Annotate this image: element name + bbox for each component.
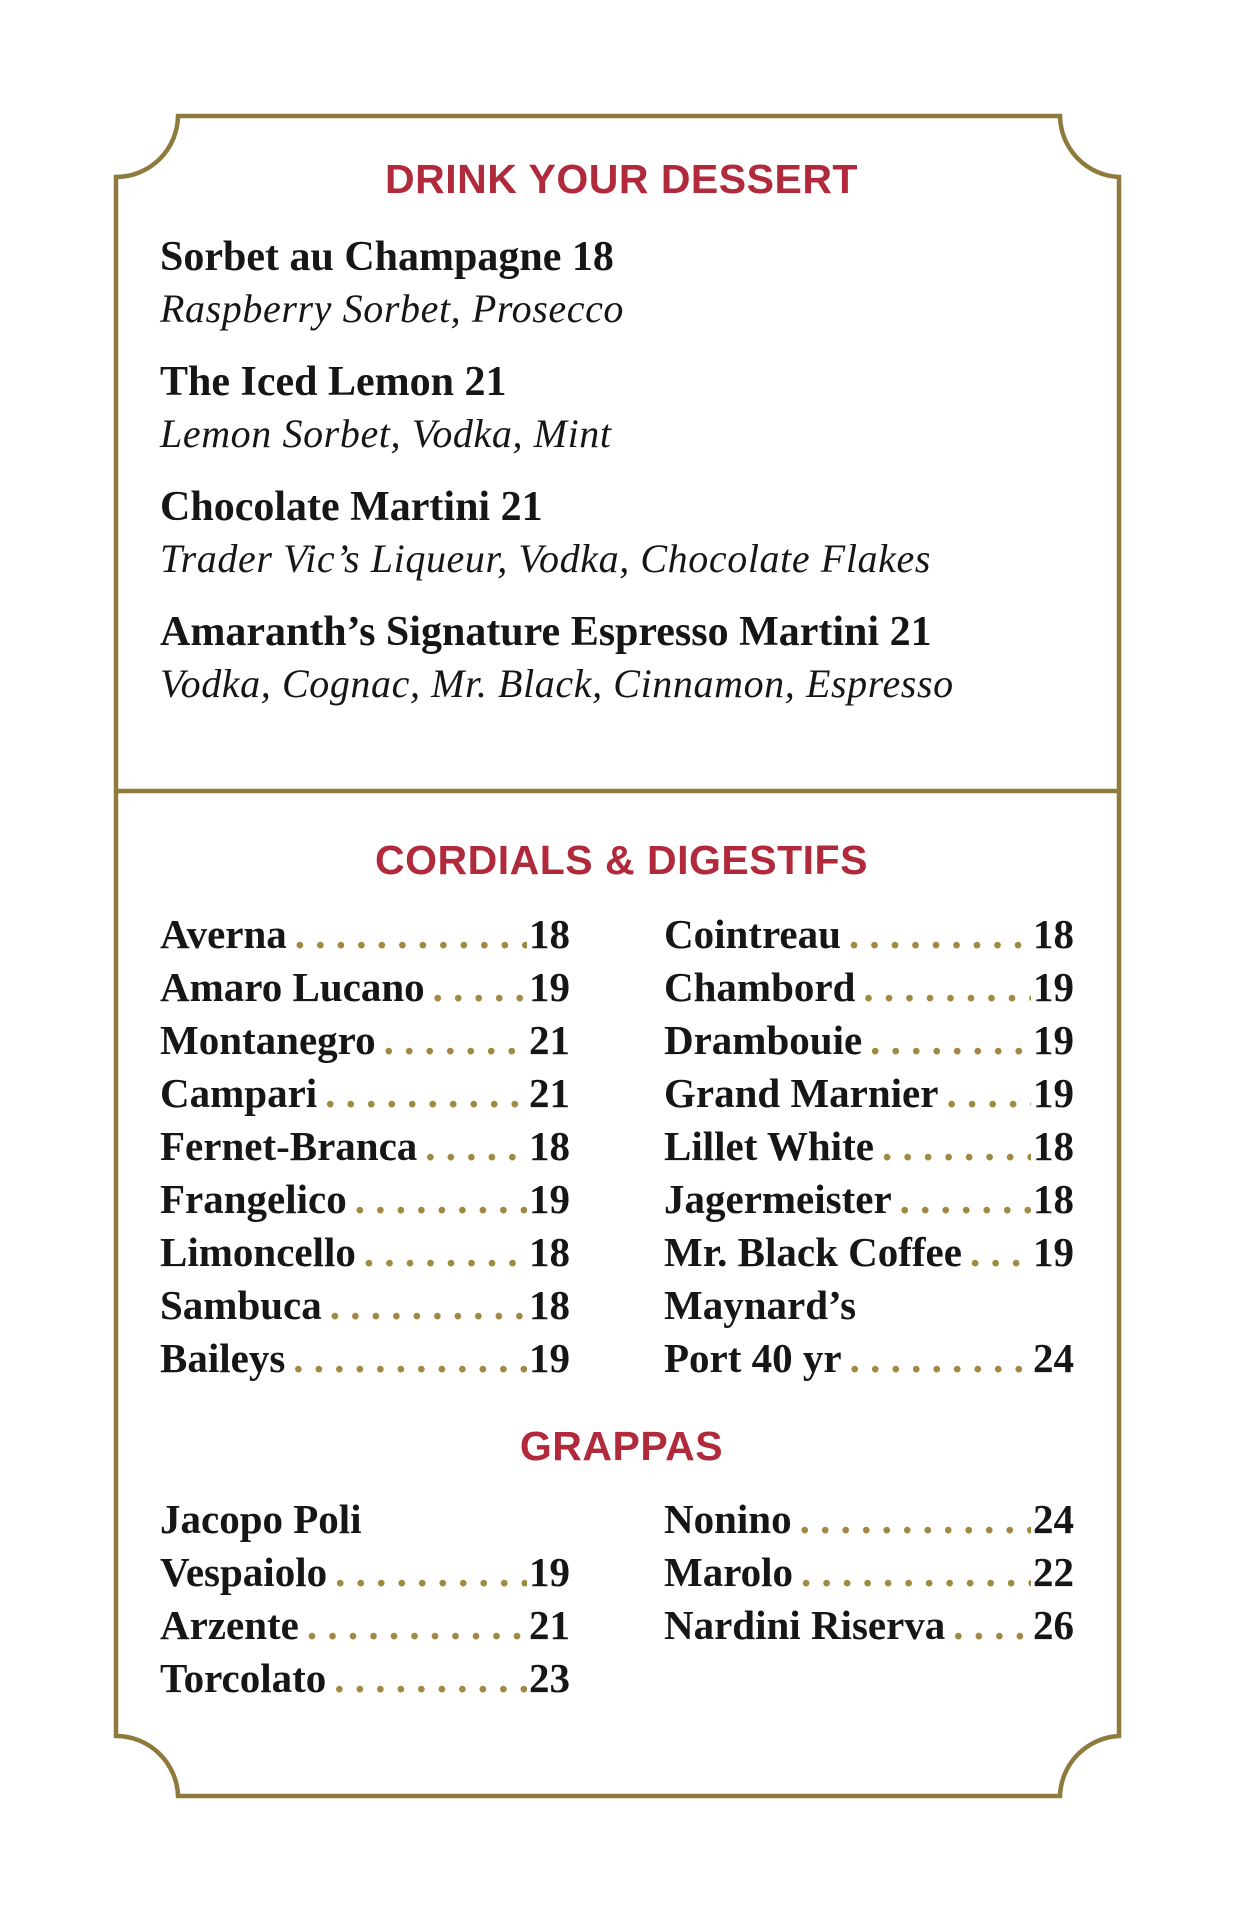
item-name: Frangelico <box>160 1176 347 1222</box>
dessert-item <box>160 357 1100 459</box>
menu-row <box>160 1652 570 1705</box>
menu-row <box>160 908 570 961</box>
menu-row <box>160 1226 570 1279</box>
leader-dots <box>792 1493 1031 1546</box>
item-name: Nonino <box>664 1496 792 1542</box>
leader-dots <box>962 1226 1031 1279</box>
item-price: 26 <box>1033 1602 1074 1648</box>
cordials-right-column <box>664 908 1074 1385</box>
item-name: Port 40 yr <box>664 1335 842 1381</box>
leader-dots <box>299 1599 527 1652</box>
leader-dots <box>425 961 527 1014</box>
dessert-item <box>160 482 1100 584</box>
item-name: Maynard’s <box>664 1282 857 1328</box>
item-price: 19 <box>1033 964 1074 1010</box>
dessert-name: Chocolate Martini 21 <box>160 484 543 530</box>
leader-dots <box>322 1279 527 1332</box>
leader-dots <box>356 1226 527 1279</box>
item-name: Marolo <box>664 1549 794 1595</box>
item-price: 19 <box>1033 1070 1074 1116</box>
item-name: Campari <box>160 1070 318 1116</box>
grappas-right-column <box>664 1493 1074 1652</box>
dessert-description: Vodka, Cognac, Mr. Black, Cinnamon, Espresso <box>160 661 954 706</box>
dessert-description: Lemon Sorbet, Vodka, Mint <box>160 411 612 456</box>
item-name: Fernet-Branca <box>160 1123 418 1169</box>
menu-row <box>664 961 1074 1014</box>
item-name: Grand Marnier <box>664 1070 939 1116</box>
menu-row <box>664 1332 1074 1385</box>
leader-dots <box>841 908 1031 961</box>
item-name: Sambuca <box>160 1282 322 1328</box>
item-name: Cointreau <box>664 911 841 957</box>
item-price: 19 <box>529 1335 570 1381</box>
item-price: 21 <box>529 1017 570 1063</box>
item-price: 21 <box>529 1070 570 1116</box>
cordials-left-column <box>160 908 570 1385</box>
item-price: 24 <box>1033 1496 1074 1542</box>
item-price: 22 <box>1033 1549 1074 1595</box>
item-name: Averna <box>160 911 287 957</box>
item-price: 19 <box>529 1549 570 1595</box>
menu-row <box>664 908 1074 961</box>
leader-dots <box>327 1546 527 1599</box>
item-name: Nardini Riserva <box>664 1602 946 1648</box>
menu-row <box>160 1599 570 1652</box>
dessert-list <box>160 232 1100 732</box>
cordials-heading: CORDIALS & DIGESTIFS <box>375 837 868 883</box>
item-price: 24 <box>1033 1335 1074 1381</box>
dessert-name: Amaranth’s Signature Espresso Martini 21 <box>160 609 932 655</box>
item-price: 19 <box>529 1176 570 1222</box>
menu-row <box>664 1226 1074 1279</box>
menu-row <box>160 1120 570 1173</box>
menu-row <box>160 1493 570 1546</box>
menu-row <box>664 1493 1074 1546</box>
leader-dots <box>855 961 1031 1014</box>
item-name: Vespaiolo <box>160 1549 328 1595</box>
leader-dots <box>938 1067 1031 1120</box>
menu-row <box>160 1014 570 1067</box>
item-price: 18 <box>1033 1176 1074 1222</box>
menu-row <box>160 1173 570 1226</box>
item-name: Jagermeister <box>664 1176 892 1222</box>
item-name: Arzente <box>160 1602 299 1648</box>
item-name: Amaro Lucano <box>160 964 425 1010</box>
item-price: 19 <box>529 964 570 1010</box>
menu-row <box>160 1546 570 1599</box>
leader-dots <box>347 1173 527 1226</box>
item-name: Mr. Black Coffee <box>664 1229 962 1275</box>
item-price: 18 <box>1033 1123 1074 1169</box>
dessert-item <box>160 232 1100 334</box>
leader-dots <box>326 1652 527 1705</box>
item-price: 18 <box>529 1229 570 1275</box>
grappas-heading: GRAPPAS <box>519 1423 724 1469</box>
item-name: Lillet White <box>664 1123 874 1169</box>
menu-row <box>664 1173 1074 1226</box>
leader-dots <box>874 1120 1031 1173</box>
menu-row <box>664 1120 1074 1173</box>
item-name: Baileys <box>160 1335 286 1381</box>
menu-row <box>664 1279 1074 1332</box>
leader-dots <box>793 1546 1031 1599</box>
menu-row <box>160 1332 570 1385</box>
menu-row <box>160 961 570 1014</box>
item-name: Limoncello <box>160 1229 356 1275</box>
item-price: 19 <box>1033 1017 1074 1063</box>
item-price: 18 <box>529 911 570 957</box>
menu-row <box>160 1067 570 1120</box>
item-price: 19 <box>1033 1229 1074 1275</box>
menu-row <box>664 1546 1074 1599</box>
item-name: Chambord <box>664 964 856 1010</box>
leader-dots <box>285 1332 527 1385</box>
leader-dots <box>417 1120 527 1173</box>
item-price: 18 <box>1033 911 1074 957</box>
leader-dots <box>862 1014 1031 1067</box>
leader-dots <box>945 1599 1031 1652</box>
dessert-item <box>160 607 1100 709</box>
item-price: 18 <box>529 1123 570 1169</box>
leader-dots <box>317 1067 527 1120</box>
item-price: 21 <box>529 1602 570 1648</box>
item-name: Jacopo Poli <box>160 1496 362 1542</box>
dessert-description: Trader Vic’s Liqueur, Vodka, Chocolate Flakes <box>160 536 932 581</box>
leader-dots <box>287 908 527 961</box>
leader-dots <box>376 1014 527 1067</box>
item-name: Torcolato <box>160 1655 327 1701</box>
item-name: Drambouie <box>664 1017 863 1063</box>
menu-row <box>160 1279 570 1332</box>
grappas-left-column <box>160 1493 570 1705</box>
menu-row <box>664 1014 1074 1067</box>
dessert-description: Raspberry Sorbet, Prosecco <box>160 286 625 331</box>
dessert-name: The Iced Lemon 21 <box>160 359 507 405</box>
menu-row <box>664 1599 1074 1652</box>
item-name: Montanegro <box>160 1017 376 1063</box>
item-price: 23 <box>529 1655 570 1701</box>
menu-row <box>664 1067 1074 1120</box>
leader-dots <box>842 1332 1031 1385</box>
dessert-name: Sorbet au Champagne 18 <box>160 234 614 280</box>
item-price: 18 <box>529 1282 570 1328</box>
leader-dots <box>892 1173 1031 1226</box>
dessert-heading: DRINK YOUR DESSERT <box>385 156 858 202</box>
